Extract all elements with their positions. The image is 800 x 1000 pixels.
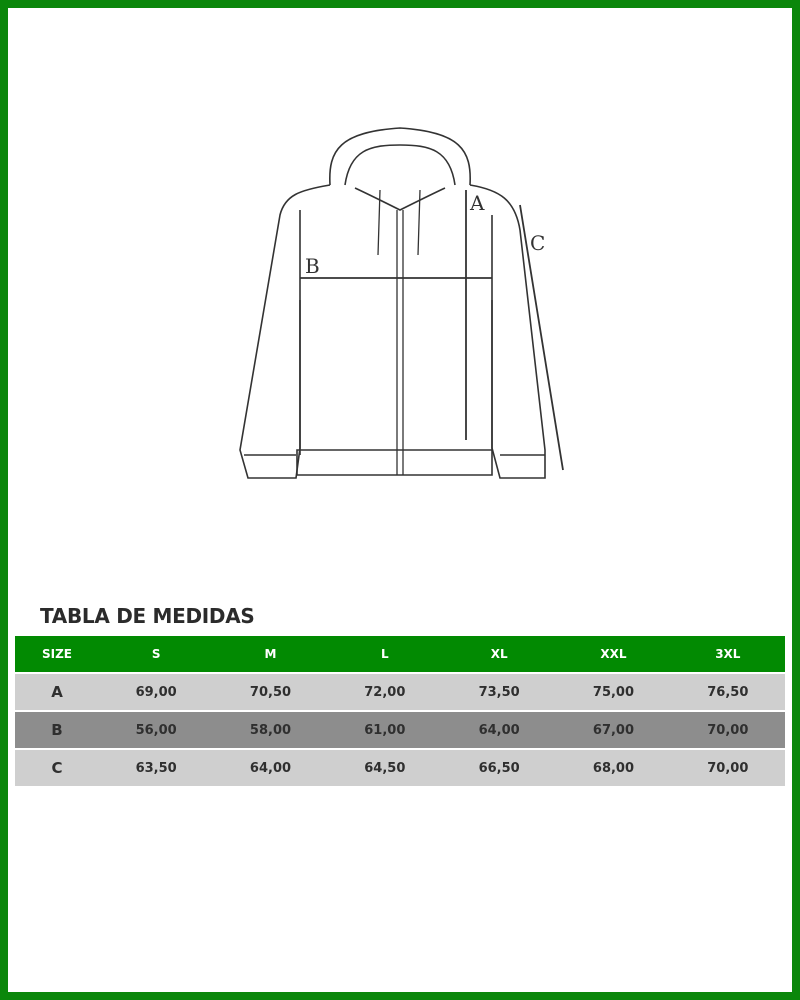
cell: 67,00 <box>556 711 670 749</box>
table-header-row <box>15 636 785 673</box>
torso <box>297 210 492 475</box>
cell: 73,50 <box>442 673 556 711</box>
drawstrings <box>378 190 420 255</box>
size-table <box>15 636 785 786</box>
cell: 69,00 <box>99 673 213 711</box>
label-b: B <box>305 254 320 278</box>
header-xl: XL <box>442 636 556 673</box>
body-outline <box>240 185 545 478</box>
cell: 61,00 <box>328 711 442 749</box>
cell: 76,50 <box>671 673 785 711</box>
table-row <box>15 673 785 711</box>
cell: 75,00 <box>556 673 670 711</box>
row-label: C <box>15 749 99 786</box>
header-size: SIZE <box>15 636 99 673</box>
table-row <box>15 749 785 786</box>
size-table-title: TABLA DE MEDIDAS <box>40 604 255 628</box>
cell: 72,00 <box>328 673 442 711</box>
cell: 66,50 <box>442 749 556 786</box>
cell: 64,50 <box>328 749 442 786</box>
label-a: A <box>470 191 485 215</box>
header-l: L <box>328 636 442 673</box>
cell: 70,00 <box>671 711 785 749</box>
table-row <box>15 711 785 749</box>
header-3xl: 3XL <box>671 636 785 673</box>
cell: 64,00 <box>442 711 556 749</box>
cell: 68,00 <box>556 749 670 786</box>
row-label: A <box>15 673 99 711</box>
header-m: M <box>213 636 327 673</box>
cell: 58,00 <box>213 711 327 749</box>
cell: 64,00 <box>213 749 327 786</box>
cell: 56,00 <box>99 711 213 749</box>
header-xxl: XXL <box>556 636 670 673</box>
cell: 63,50 <box>99 749 213 786</box>
cell: 70,00 <box>671 749 785 786</box>
hood <box>330 128 470 210</box>
zipper <box>397 210 403 475</box>
row-label: B <box>15 711 99 749</box>
header-s: S <box>99 636 213 673</box>
cell: 70,50 <box>213 673 327 711</box>
label-c: C <box>530 231 546 255</box>
